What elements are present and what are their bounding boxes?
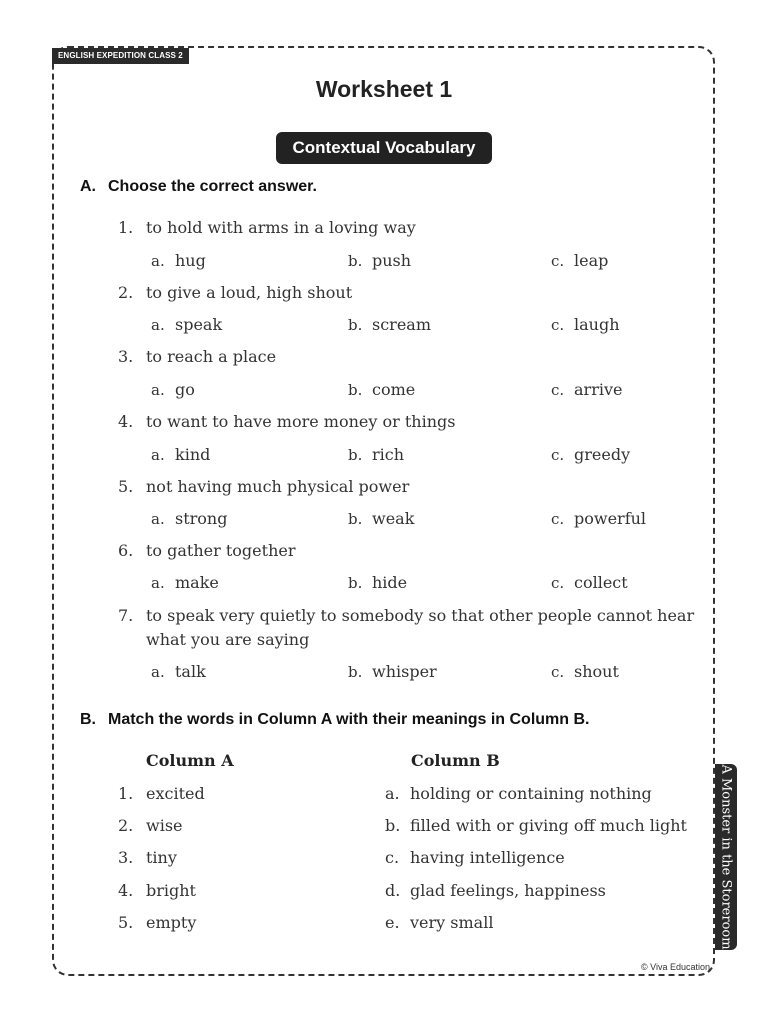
section-a-heading — [80, 178, 317, 196]
option-letter: a. — [151, 510, 165, 528]
option-text: scream — [372, 315, 431, 334]
option-text: rich — [372, 445, 405, 464]
option-letter: a. — [151, 316, 165, 334]
column-b-meaning: having intelligence — [410, 848, 565, 867]
option-letter: c. — [551, 510, 565, 528]
match-letter: c. — [385, 848, 400, 867]
column-b-meaning: holding or containing nothing — [410, 784, 652, 803]
question-text: to speak very quietly to somebody so that other people cannot hear — [146, 606, 695, 625]
column-a-word: bright — [146, 881, 196, 900]
copyright: © Viva Education — [640, 962, 710, 972]
option-letter: a. — [151, 252, 165, 270]
option-letter: b. — [348, 381, 363, 399]
question-text: to give a loud, high shout — [146, 283, 353, 302]
match-letter: b. — [385, 816, 401, 835]
option-letter: c. — [551, 574, 565, 592]
option-text: leap — [574, 251, 609, 270]
column-b-meaning: glad feelings, happiness — [410, 881, 606, 900]
option-text: greedy — [574, 445, 631, 464]
option-letter: c. — [551, 252, 565, 270]
option-letter: b. — [348, 574, 363, 592]
series-label: ENGLISH EXPEDITION CLASS 2 — [52, 48, 189, 64]
option-letter: a. — [151, 381, 165, 399]
option-letter: c. — [551, 316, 565, 334]
question-number: 1. — [118, 218, 134, 237]
option-letter: c. — [551, 381, 565, 399]
option-letter: b. — [348, 252, 363, 270]
option-text: speak — [175, 315, 223, 334]
column-b-header: Column B — [411, 751, 500, 770]
option-text: powerful — [574, 509, 647, 528]
option-letter: c. — [551, 446, 565, 464]
option-text: hide — [372, 573, 408, 592]
column-a-word: tiny — [146, 848, 177, 867]
option-letter: b. — [348, 316, 363, 334]
question-text: to hold with arms in a loving way — [146, 218, 416, 237]
option-letter: b. — [348, 446, 363, 464]
page-title: Worksheet 1 — [315, 76, 453, 102]
option-text: go — [175, 380, 195, 399]
option-text: strong — [175, 509, 228, 528]
match-letter: e. — [385, 913, 400, 932]
question-number: 5. — [118, 477, 134, 496]
side-tab-label: A Monster in the Storeroom — [718, 764, 734, 950]
question-number: 4. — [118, 412, 134, 431]
question-text: what you are saying — [146, 630, 310, 649]
question-number: 6. — [118, 541, 134, 560]
section-a-instruction: Choose the correct answer. — [108, 178, 317, 195]
question-number: 3. — [118, 347, 134, 366]
match-letter: d. — [385, 881, 401, 900]
question-text: to reach a place — [146, 347, 277, 366]
option-text: come — [372, 380, 416, 399]
option-letter: b. — [348, 663, 363, 681]
match-number: 2. — [118, 816, 134, 835]
option-text: talk — [175, 662, 206, 681]
option-text: arrive — [574, 380, 623, 399]
column-a-word: empty — [146, 913, 197, 932]
option-letter: a. — [151, 446, 165, 464]
match-letter: a. — [385, 784, 400, 803]
option-letter: b. — [348, 510, 363, 528]
question-number: 2. — [118, 283, 134, 302]
match-number: 4. — [118, 881, 134, 900]
question-text: to want to have more money or things — [146, 412, 456, 431]
option-text: weak — [372, 509, 415, 528]
column-a-word: excited — [146, 784, 205, 803]
column-b-meaning: filled with or giving off much light — [410, 816, 687, 835]
section-b-heading — [80, 711, 590, 729]
option-text: push — [372, 251, 412, 270]
column-a-header: Column A — [146, 751, 234, 770]
column-a-word: wise — [146, 816, 183, 835]
match-number: 1. — [118, 784, 134, 803]
option-text: whisper — [372, 662, 437, 681]
section-b-letter: B. — [80, 711, 96, 728]
option-text: hug — [175, 251, 206, 270]
option-text: collect — [574, 573, 628, 592]
column-b-meaning: very small — [410, 913, 494, 932]
option-text: shout — [574, 662, 619, 681]
topic-badge: Contextual Vocabulary — [276, 132, 492, 164]
option-letter: a. — [151, 574, 165, 592]
section-b-instruction: Match the words in Column A with their meanings in Column B. — [108, 711, 590, 728]
option-text: make — [175, 573, 219, 592]
question-text: not having much physical power — [146, 477, 410, 496]
question-number: 7. — [118, 606, 134, 625]
option-text: kind — [175, 445, 211, 464]
side-tab — [715, 764, 737, 950]
match-number: 3. — [118, 848, 134, 867]
section-a-letter: A. — [80, 178, 96, 195]
option-letter: c. — [551, 663, 565, 681]
option-text: laugh — [574, 315, 620, 334]
option-letter: a. — [151, 663, 165, 681]
question-text: to gather together — [146, 541, 296, 560]
match-number: 5. — [118, 913, 134, 932]
